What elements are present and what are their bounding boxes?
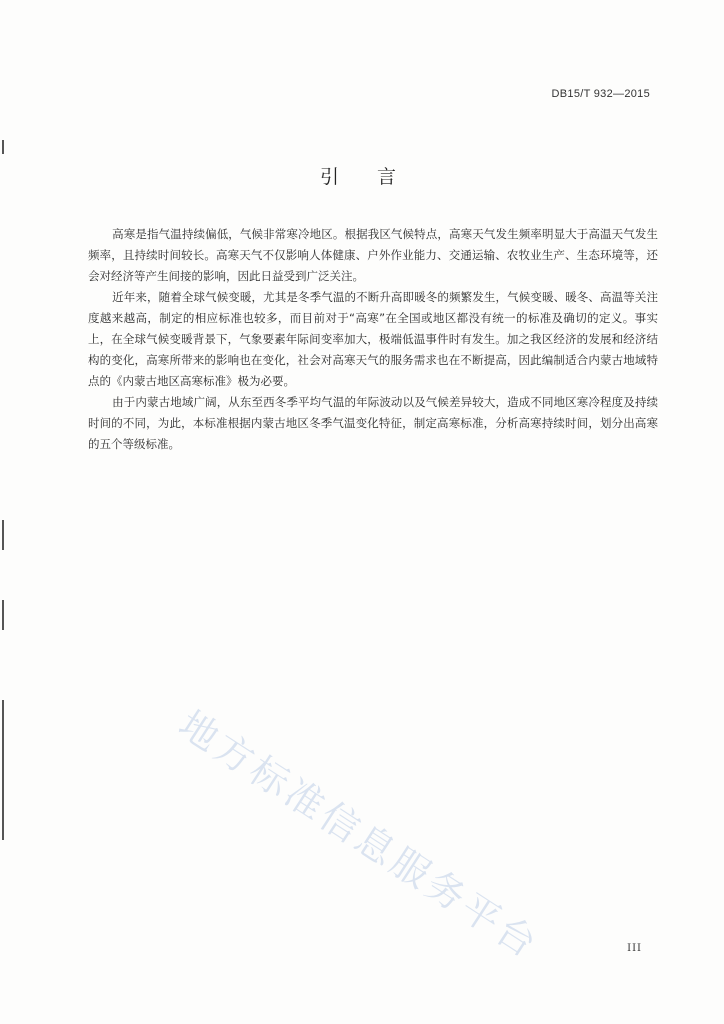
scan-edge-mark [2,700,4,840]
watermark: 地方标准信息服务平台 [171,701,548,968]
paragraph: 近年来，随着全球气候变暖，尤其是冬季气温的不断升高即暖冬的频繁发生，气候变暖、暖冬、高温等关注度越来越高，制定的相应标准也较多，而目前对于“高寒”在全国或地区都没有统一的标准及确切的定义。事实上，在全球气候变暖背景下，气象要素年际间变率加大，极端低温事件时有发生。加之我区经济的发展和经济结构的变化，高寒所带来的影响也在变化，社会对高寒天气的服务需求也在不断提高，因此编制适合内蒙古地域特点的《内蒙古地区高寒标准》极为必要。 [88,290,658,388]
page-number: III [627,943,642,954]
body-text [88,224,658,455]
section-title: 引言 [319,166,434,188]
document-code: DB15/T 932—2015 [551,88,650,100]
paragraph: 高寒是指气温持续偏低，气候非常寒冷地区。根据我区气候特点，高寒天气发生频率明显大于高温天气发生频率，且持续时间较长。高寒天气不仅影响人体健康、户外作业能力、交通运输、农牧业生产、生态环境等，还会对经济等产生间接的影响，因此日益受到广泛关注。 [88,227,658,283]
scan-edge-mark [2,520,4,550]
scan-edge-mark [2,600,4,630]
paragraph: 由于内蒙古地域广阔，从东至西冬季平均气温的年际波动以及气候差异较大，造成不同地区寒冷程度及持续时间的不同，为此，本标准根据内蒙古地区冬季气温变化特征，制定高寒标准，分析高寒持续时间，划分出高寒的五个等级标准。 [88,395,658,451]
scan-edge-mark [2,140,4,154]
